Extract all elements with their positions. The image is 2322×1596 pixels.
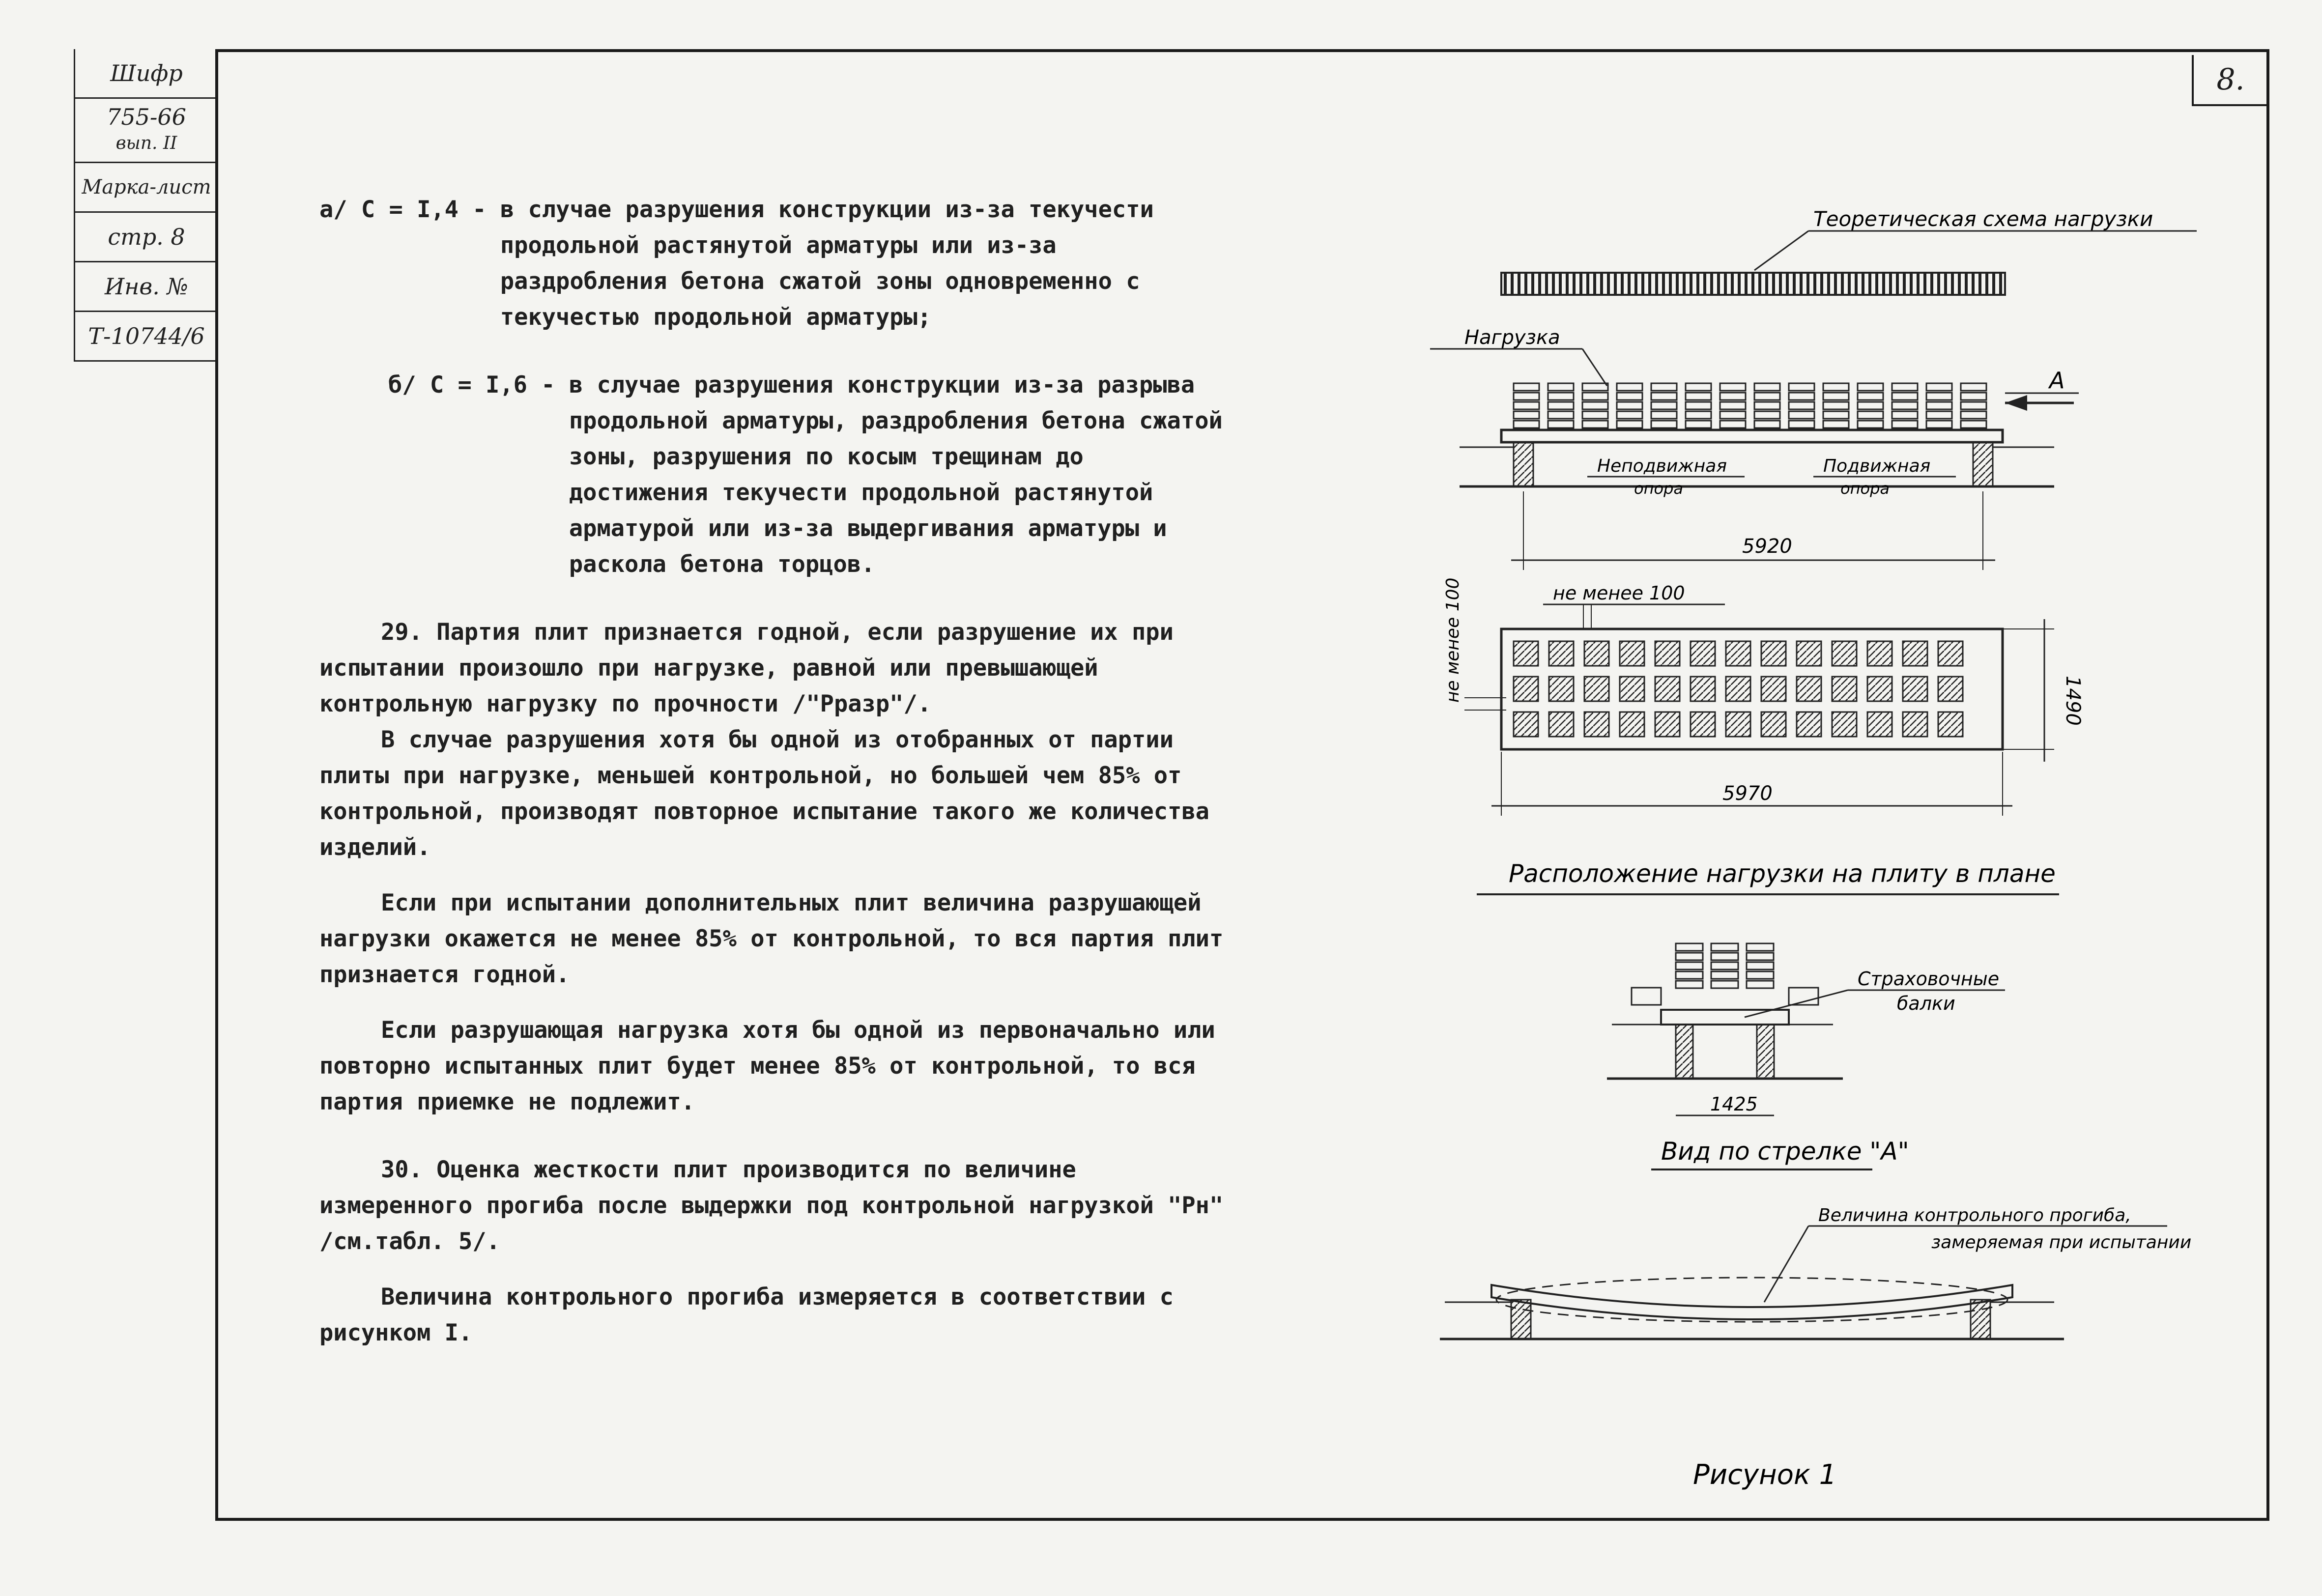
load-plate xyxy=(1582,421,1608,428)
item-b-label: б/ С = I,6 - xyxy=(388,371,569,399)
view-load-plate xyxy=(1747,971,1774,979)
load-plate xyxy=(1548,402,1574,409)
load-plate xyxy=(1720,383,1746,391)
item-a-label: а/ С = I,4 - xyxy=(319,196,500,223)
plan-load-block xyxy=(1832,641,1857,666)
load-plate xyxy=(1686,411,1711,419)
view-arrow-head xyxy=(2005,395,2027,411)
plan-load-block xyxy=(1867,641,1892,666)
deflection-label-2: замеряемая при испытании xyxy=(1931,1232,2192,1253)
fixed-support-label-2: опора xyxy=(1634,479,1683,498)
paragraph-29-b: В случае разрушения хотя бы одной из отобранных от партии плиты при нагрузке, меньшей контрольной, но большей чем 85% от контрольной, производят повторное испытание такого же количества изделий. xyxy=(319,726,1209,861)
leader-line xyxy=(1582,349,1607,386)
load-plate xyxy=(1858,383,1883,391)
min-gap-side-label: не менее 100 xyxy=(1443,577,1463,703)
load-plate xyxy=(1858,421,1883,428)
load-plate xyxy=(1858,393,1883,400)
load-plate xyxy=(1858,402,1883,409)
load-plate xyxy=(1617,411,1642,419)
item-a xyxy=(319,192,1233,335)
view-load-plate xyxy=(1711,962,1738,969)
theoretical-scheme-label: Теоретическая схема нагрузки xyxy=(1813,207,2153,231)
load-plate xyxy=(1754,393,1780,400)
view-slab xyxy=(1661,1010,1789,1025)
movable-support xyxy=(1973,442,1993,486)
load-plate xyxy=(1961,421,1986,428)
plan-load-block xyxy=(1584,641,1609,666)
plan-load-block xyxy=(1620,677,1644,701)
load-plate xyxy=(1582,411,1608,419)
plan-load-grid xyxy=(1514,641,1963,737)
load-plate xyxy=(1892,411,1918,419)
leader-line xyxy=(1745,990,1848,1017)
load-plate xyxy=(1514,383,1539,391)
view-load-stack xyxy=(1676,943,1774,988)
item-b-body: в случае разрушения конструкции из-за разрыва продольной арматуры, раздробления бетона сжатой зоны, разрушения по косым трещинам до достижения текучести продольной растянутой арматурой или из-за выдергивания арматуры и раскола бетона торцов. xyxy=(569,371,1223,578)
plan-load-block xyxy=(1584,712,1609,737)
load-plate xyxy=(1789,402,1814,409)
load-plate xyxy=(1926,393,1952,400)
plan-load-block xyxy=(1691,712,1715,737)
load-plate xyxy=(1892,393,1918,400)
movable-support-label-1: Подвижная xyxy=(1823,456,1931,476)
body-text xyxy=(319,192,1233,1351)
load-plate xyxy=(1754,421,1780,428)
load-plate xyxy=(1514,393,1539,400)
view-load-plate xyxy=(1747,981,1774,988)
plan-load-block xyxy=(1761,677,1786,701)
load-plate xyxy=(1686,383,1711,391)
plan-load-block xyxy=(1549,641,1574,666)
load-plate xyxy=(1754,411,1780,419)
plan-load-block xyxy=(1514,641,1538,666)
plan-load-block xyxy=(1832,712,1857,737)
plan-load-block xyxy=(1903,677,1927,701)
plan-load-block xyxy=(1726,641,1750,666)
view-load-plate xyxy=(1676,981,1703,988)
view-load-plate xyxy=(1711,981,1738,988)
min-gap-top-label: не менее 100 xyxy=(1553,582,1685,604)
load-plate xyxy=(1858,411,1883,419)
view-load-plate xyxy=(1747,953,1774,960)
width-dimension: 1490 xyxy=(2062,676,2084,726)
item-a-body: в случае разрушения конструкции из-за текучести продольной растянутой арматуры или из-за раздробления бетона сжатой зоны одновременно с текучестью продольной арматуры; xyxy=(500,196,1154,331)
plan-load-block xyxy=(1832,677,1857,701)
load-plate xyxy=(1582,402,1608,409)
view-load-plate xyxy=(1676,962,1703,969)
load-plate xyxy=(1823,393,1849,400)
beams-label-2: балки xyxy=(1897,993,1955,1014)
plan-load-block xyxy=(1691,641,1715,666)
load-plate xyxy=(1582,393,1608,400)
load-plate xyxy=(1617,421,1642,428)
load-plate xyxy=(1651,411,1677,419)
deflection-envelope xyxy=(1496,1278,2007,1322)
plan-load-block xyxy=(1514,712,1538,737)
load-plate xyxy=(1961,411,1986,419)
load-plate xyxy=(1789,421,1814,428)
load-plate xyxy=(1720,393,1746,400)
load-label: Нагрузка xyxy=(1464,326,1560,349)
plan-load-block xyxy=(1797,712,1821,737)
deflection-support xyxy=(1511,1300,1531,1339)
view-load-plate xyxy=(1711,943,1738,951)
plan-load-block xyxy=(1867,712,1892,737)
load-plate xyxy=(1789,383,1814,391)
load-plate xyxy=(1754,383,1780,391)
plan-caption: Расположение нагрузки на плиту в плане xyxy=(1509,859,2056,888)
load-plate xyxy=(1617,383,1642,391)
stamp-inv-value: Т-10744/6 xyxy=(75,312,218,362)
plan-load-block xyxy=(1620,641,1644,666)
view-load-plate xyxy=(1676,971,1703,979)
load-plate xyxy=(1789,411,1814,419)
plan-load-block xyxy=(1938,712,1963,737)
plan-load-block xyxy=(1903,712,1927,737)
plan-load-block xyxy=(1691,677,1715,701)
plan-load-block xyxy=(1655,677,1680,701)
paragraph-29-d: Если разрушающая нагрузка хотя бы одной из первоначально или повторно испытанных плит будет менее 85% от контрольной, то вся партия приемке не подлежит. xyxy=(319,1017,1215,1115)
load-plate xyxy=(1514,402,1539,409)
view-load-plate xyxy=(1711,953,1738,960)
load-plate xyxy=(1926,411,1952,419)
load-plate xyxy=(1686,402,1711,409)
leader-line xyxy=(1764,1226,1808,1302)
load-plate xyxy=(1961,402,1986,409)
leader-line xyxy=(1754,231,1808,270)
view-caption: Вид по стрелке "А" xyxy=(1661,1137,1909,1166)
view-load-plate xyxy=(1676,953,1703,960)
load-plate xyxy=(1720,421,1746,428)
load-plate xyxy=(1548,383,1574,391)
plan-load-block xyxy=(1514,677,1538,701)
plan-load-block xyxy=(1938,641,1963,666)
stamp-inv-label: Инв. № xyxy=(75,262,218,312)
stamp-issue: вып. II xyxy=(115,133,177,153)
load-plate xyxy=(1582,383,1608,391)
load-plate xyxy=(1720,411,1746,419)
view-load-plate xyxy=(1747,962,1774,969)
load-plate xyxy=(1651,421,1677,428)
view-dimension: 1425 xyxy=(1710,1093,1758,1115)
beams-label-1: Страховочные xyxy=(1858,968,2000,990)
paragraph-29-c: Если при испытании дополнительных плит величина разрушающей нагрузки окажется не менее 85% от контрольной, то вся партия плит признается годной. xyxy=(319,889,1224,988)
page-number: 8. xyxy=(2192,55,2267,106)
figure-1 xyxy=(1401,197,2236,1523)
load-plate xyxy=(1651,383,1677,391)
load-plate xyxy=(1686,393,1711,400)
load-plate xyxy=(1686,421,1711,428)
load-plate xyxy=(1892,383,1918,391)
paragraph-30-b: Величина контрольного прогиба измеряется в соответствии с рисунком I. xyxy=(319,1283,1174,1346)
plan-load-block xyxy=(1938,677,1963,701)
load-plate xyxy=(1548,411,1574,419)
item-b xyxy=(388,367,1233,582)
safety-beam xyxy=(1632,988,1661,1005)
fixed-support-label-1: Неподвижная xyxy=(1597,456,1727,476)
span-dimension: 5920 xyxy=(1742,535,1792,558)
title-stamp xyxy=(74,49,218,362)
load-plate xyxy=(1514,411,1539,419)
load-plate xyxy=(1926,383,1952,391)
distributed-load-scheme xyxy=(1501,273,2005,295)
load-plate xyxy=(1617,402,1642,409)
view-load-plate xyxy=(1711,971,1738,979)
load-plate xyxy=(1789,393,1814,400)
load-plate xyxy=(1823,402,1849,409)
stamp-page-label: стр. 8 xyxy=(75,213,218,262)
length-dimension: 5970 xyxy=(1722,782,1773,805)
plan-load-block xyxy=(1655,641,1680,666)
movable-support-label-2: опора xyxy=(1840,479,1890,498)
load-plate xyxy=(1720,402,1746,409)
arrow-label: А xyxy=(2049,367,2065,394)
stamp-cipher xyxy=(75,99,218,163)
load-plate xyxy=(1548,421,1574,428)
plan-load-block xyxy=(1797,641,1821,666)
plan-load-block xyxy=(1797,677,1821,701)
plan-load-block xyxy=(1761,712,1786,737)
load-plate xyxy=(1823,383,1849,391)
load-plate xyxy=(1514,421,1539,428)
load-plate xyxy=(1926,421,1952,428)
load-plate xyxy=(1754,402,1780,409)
load-plate xyxy=(1823,421,1849,428)
plan-load-block xyxy=(1549,712,1574,737)
load-plate xyxy=(1651,393,1677,400)
load-plate xyxy=(1651,402,1677,409)
paragraph-30: 30. Оценка жесткости плит производится по величине измеренного прогиба после выдержки под контрольной нагрузкой "Рн" /см.табл. 5/. xyxy=(319,1156,1224,1255)
stamp-mark-label: Марка-лист xyxy=(75,163,218,213)
view-support xyxy=(1676,1025,1693,1079)
view-support xyxy=(1757,1025,1774,1079)
plan-load-block xyxy=(1620,712,1644,737)
load-plate xyxy=(1961,383,1986,391)
plan-load-block xyxy=(1655,712,1680,737)
paragraph-29: 29. Партия плит признается годной, если разрушение их при испытании произошло при нагрузке, равной или превышающей контрольную нагрузку по прочности /"Рразр"/. xyxy=(319,619,1174,717)
plan-load-block xyxy=(1903,641,1927,666)
load-plate xyxy=(1892,421,1918,428)
load-plate xyxy=(1961,393,1986,400)
stamp-cipher-label: Шифр xyxy=(75,49,218,99)
load-plate xyxy=(1617,393,1642,400)
load-stacks xyxy=(1514,383,1986,428)
load-plate xyxy=(1823,411,1849,419)
deflected-slab xyxy=(1491,1285,2012,1319)
plan-load-block xyxy=(1549,677,1574,701)
plan-load-block xyxy=(1584,677,1609,701)
view-load-plate xyxy=(1676,943,1703,951)
load-plate xyxy=(1548,393,1574,400)
load-plate xyxy=(1892,402,1918,409)
plan-load-block xyxy=(1867,677,1892,701)
deflection-label-1: Величина контрольного прогиба, xyxy=(1818,1205,2131,1226)
deflection-support xyxy=(1971,1300,1990,1339)
stamp-cipher-value: 755-66 xyxy=(107,104,186,130)
figure-caption: Рисунок 1 xyxy=(1693,1459,1837,1491)
load-plate xyxy=(1926,402,1952,409)
plan-load-block xyxy=(1726,712,1750,737)
plan-load-block xyxy=(1761,641,1786,666)
plan-load-block xyxy=(1726,677,1750,701)
slab-elevation xyxy=(1501,430,2003,442)
view-load-plate xyxy=(1747,943,1774,951)
fixed-support xyxy=(1514,442,1533,486)
